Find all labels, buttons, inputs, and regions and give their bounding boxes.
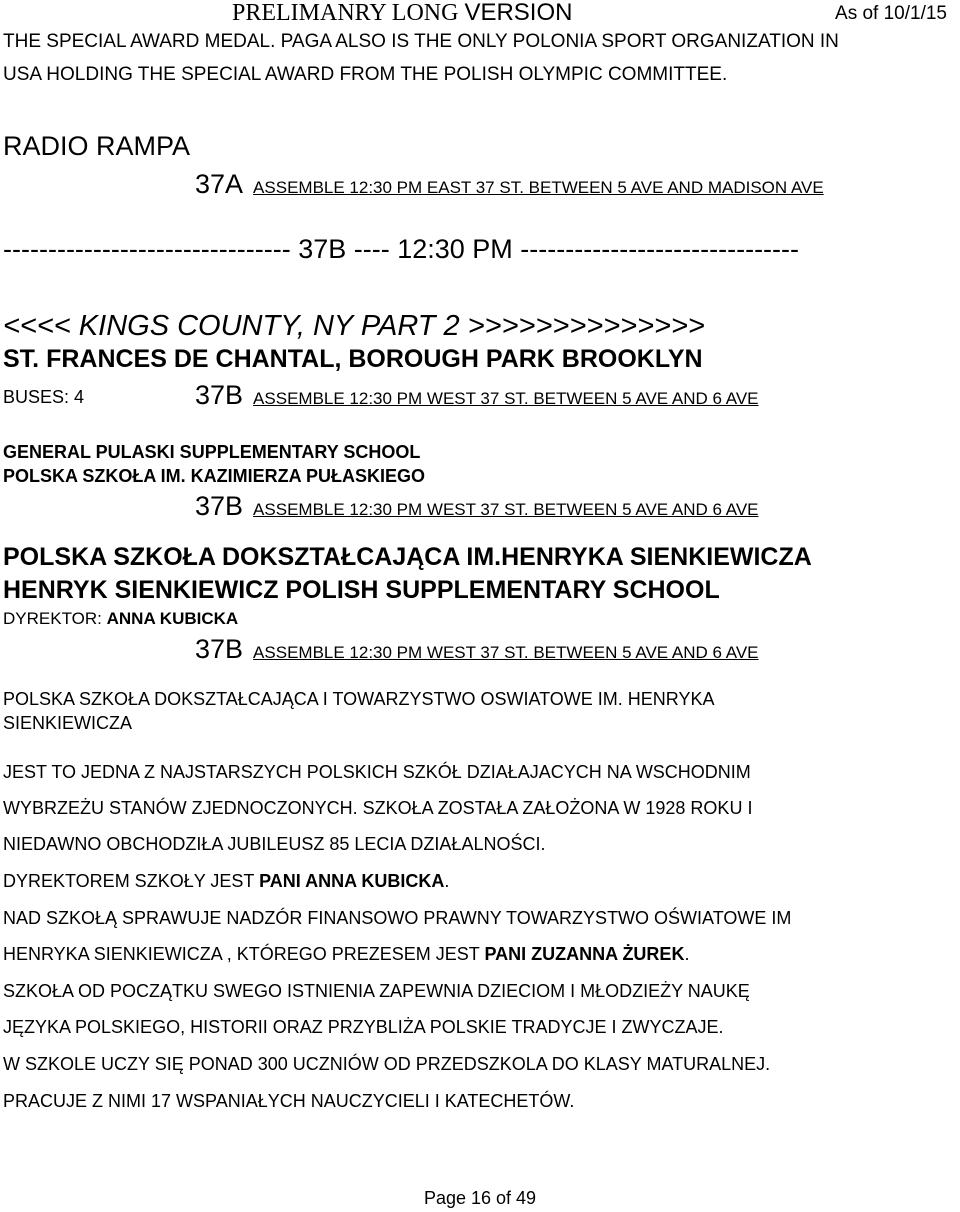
description-line-5: NAD SZKOŁĄ SPRAWUJE NADZÓR FINANSOWO PRAWNY TOWARZYSTWO OŚWIATOWE IM [3,908,792,928]
document-title [232,0,572,26]
assembly-location: ASSEMBLE 12:30 PM WEST 37 ST. BETWEEN 5 AVE AND 6 AVE [253,643,759,662]
assembly-location: ASSEMBLE 12:30 PM EAST 37 ST. BETWEEN 5 AVE AND MADISON AVE [253,178,824,197]
assembly-location: ASSEMBLE 12:30 PM WEST 37 ST. BETWEEN 5 AVE AND 6 AVE [253,500,759,519]
text-run: . [444,871,450,891]
document-date: As of 10/1/15 [835,3,947,24]
text-run: DYREKTOREM SZKOŁY JEST [3,871,260,891]
unit-code: 37B [195,634,244,664]
description-line-10: PRACUJE Z NIMI 17 WSPANIAŁYCH NAUCZYCIELI I KATECHETÓW. [3,1091,575,1111]
radio-name: RADIO RAMPA [3,131,191,161]
intro-line-1: THE SPECIAL AWARD MEDAL. PAGA ALSO IS THE ONLY POLONIA SPORT ORGANIZATION IN [3,31,839,52]
unit-code: 37B [195,491,244,521]
group-name-sienkiewicz-pl: POLSKA SZKOŁA DOKSZTAŁCAJĄCA IM.HENRYKA SIENKIEWICZA [3,543,812,571]
org-name-line-1: POLSKA SZKOŁA DOKSZTAŁCAJĄCA I TOWARZYSTWO OSWIATOWE IM. HENRYKA [3,689,715,709]
description-line-6 [3,942,689,966]
sienkiewicz-assembly [195,634,759,669]
title-version: VERSION [464,0,573,26]
group-name-pulaski-pl: POLSKA SZKOŁA IM. KAZIMIERZA PUŁASKIEGO [3,466,425,486]
group-name-pulaski-en: GENERAL PULASKI SUPPLEMENTARY SCHOOL [3,442,421,462]
director-name: ANNA KUBICKA [106,609,239,628]
description-line-8: JĘZYKA POLSKIEGO, HISTORII ORAZ PRZYBLIŻA POLSKIE TRADYCJE I ZWYCZAJE. [3,1017,724,1037]
president-name-bold: PANI ZUZANNA ŻUREK [484,944,685,964]
description-line-9: W SZKOLE UCZY SIĘ PONAD 300 UCZNIÓW OD PRZEDSZKOLA DO KLASY MATURALNEJ. [3,1054,771,1074]
unit-divider: -------------------------------- 37B ---- 12:30 PM ------------------------------- [3,234,800,264]
description-line-7: SZKOŁA OD POCZĄTKU SWEGO ISTNIENIA ZAPEWNIA DZIECIOM I MŁODZIEŻY NAUKĘ [3,981,750,1001]
description-line-3: NIEDAWNO OBCHODZIŁA JUBILEUSZ 85 LECIA DZIAŁALNOŚCI. [3,834,546,854]
group-name-sienkiewicz-en: HENRYK SIENKIEWICZ POLISH SUPPLEMENTARY SCHOOL [3,576,720,604]
description-line-2: WYBRZEŻU STANÓW ZJEDNOCZONYCH. SZKOŁA ZOSTAŁA ZAŁOŻONA W 1928 ROKU I [3,798,753,818]
org-name-line-2: SIENKIEWICZA [3,713,133,733]
unit-code: 37B [195,380,244,410]
assembly-location: ASSEMBLE 12:30 PM WEST 37 ST. BETWEEN 5 AVE AND 6 AVE [253,389,759,408]
group-name-st-frances: ST. FRANCES DE CHANTAL, BOROUGH PARK BROOKLYN [3,345,703,373]
description-line-1: JEST TO JEDNA Z NAJSTARSZYCH POLSKICH SZKÓŁ DZIAŁAJACYCH NA WSCHODNIM [3,762,751,782]
unit-code: 37A [195,169,244,199]
director-name-bold: PANI ANNA KUBICKA [259,871,445,891]
page-number: Page 16 of 49 [423,1188,537,1208]
intro-line-2: USA HOLDING THE SPECIAL AWARD FROM THE POLISH OLYMPIC COMMITTEE. [3,64,728,85]
pulaski-assembly [195,491,759,526]
radio-assembly [195,169,824,204]
director-label: DYREKTOR: [3,609,102,628]
buses-count: BUSES: 4 [3,387,85,407]
text-run: HENRYKA SIENKIEWICZA , KTÓREGO PREZESEM JEST [3,944,485,964]
st-frances-assembly [195,380,759,415]
director-line [3,607,238,631]
title-serif: PRELIMANRY LONG [232,0,465,26]
description-line-4 [3,869,449,893]
text-run: . [684,944,690,964]
section-title: <<<< KINGS COUNTY, NY PART 2 >>>>>>>>>>>>>> [3,310,705,342]
